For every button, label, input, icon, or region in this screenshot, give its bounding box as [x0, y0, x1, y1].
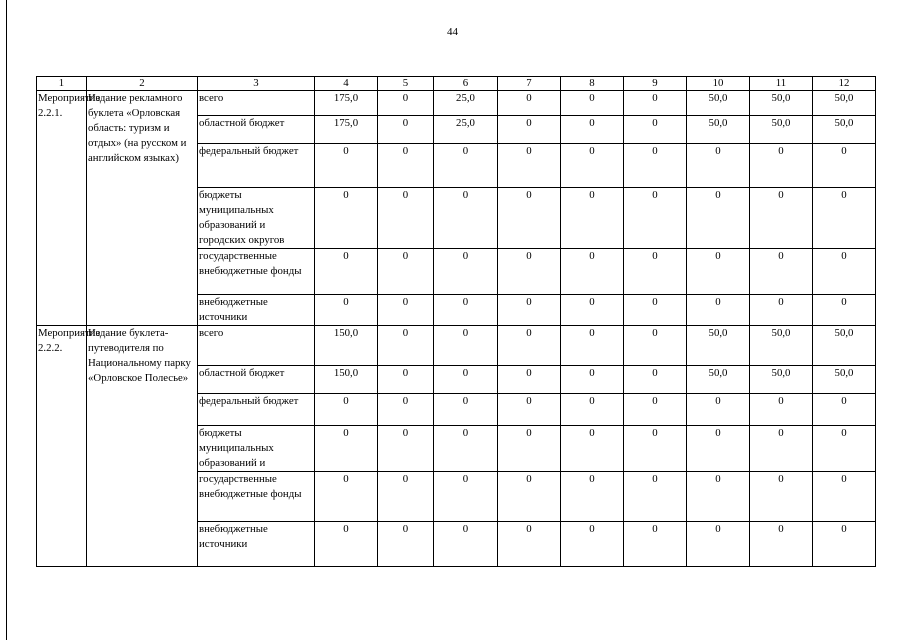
amount-cell: 0	[378, 91, 434, 116]
activity-code: Мероприятие 2.2.2.	[37, 326, 87, 567]
amount-cell: 0	[624, 426, 687, 472]
column-header: 6	[434, 77, 498, 91]
amount-cell: 0	[687, 295, 750, 326]
amount-cell: 0	[498, 366, 561, 394]
table-row	[37, 326, 876, 366]
amount-cell: 0	[813, 144, 876, 188]
amount-cell: 0	[434, 295, 498, 326]
amount-cell: 150,0	[315, 326, 378, 366]
amount-cell: 0	[813, 426, 876, 472]
table-row	[37, 91, 876, 116]
amount-cell: 0	[750, 144, 813, 188]
column-header: 2	[87, 77, 198, 91]
amount-cell: 0	[750, 426, 813, 472]
amount-cell: 0	[687, 426, 750, 472]
amount-cell: 0	[624, 472, 687, 522]
amount-cell: 0	[498, 472, 561, 522]
funding-source: государственные внебюджетные фонды	[198, 249, 315, 295]
amount-cell: 0	[434, 472, 498, 522]
amount-cell: 50,0	[750, 116, 813, 144]
amount-cell: 0	[315, 188, 378, 249]
amount-cell: 0	[624, 394, 687, 426]
column-header: 11	[750, 77, 813, 91]
activity-description: Издание буклета-путеводителя по Национальному парку «Орловское Полесье»	[87, 326, 198, 567]
amount-cell: 0	[498, 91, 561, 116]
column-header: 3	[198, 77, 315, 91]
amount-cell: 0	[750, 295, 813, 326]
amount-cell: 175,0	[315, 116, 378, 144]
amount-cell: 0	[378, 326, 434, 366]
funding-source: бюджеты муниципальных образований и	[198, 426, 315, 472]
column-header: 10	[687, 77, 750, 91]
amount-cell: 0	[434, 249, 498, 295]
amount-cell: 0	[624, 522, 687, 567]
amount-cell: 50,0	[687, 91, 750, 116]
amount-cell: 0	[315, 472, 378, 522]
amount-cell: 0	[315, 522, 378, 567]
amount-cell: 0	[813, 295, 876, 326]
amount-cell: 0	[498, 394, 561, 426]
amount-cell: 0	[561, 116, 624, 144]
funding-source: всего	[198, 91, 315, 116]
amount-cell: 50,0	[687, 326, 750, 366]
amount-cell: 0	[813, 249, 876, 295]
funding-source: федеральный бюджет	[198, 144, 315, 188]
funding-source: внебюджетные источники	[198, 295, 315, 326]
amount-cell: 50,0	[813, 326, 876, 366]
amount-cell: 0	[315, 426, 378, 472]
amount-cell: 0	[687, 188, 750, 249]
amount-cell: 0	[561, 144, 624, 188]
amount-cell: 0	[813, 188, 876, 249]
column-header: 5	[378, 77, 434, 91]
amount-cell: 50,0	[813, 91, 876, 116]
amount-cell: 0	[315, 144, 378, 188]
amount-cell: 0	[561, 522, 624, 567]
amount-cell: 0	[434, 326, 498, 366]
amount-cell: 0	[378, 394, 434, 426]
amount-cell: 25,0	[434, 116, 498, 144]
amount-cell: 0	[561, 472, 624, 522]
amount-cell: 175,0	[315, 91, 378, 116]
amount-cell: 0	[624, 188, 687, 249]
column-number-row	[37, 77, 876, 91]
amount-cell: 0	[315, 394, 378, 426]
amount-cell: 0	[434, 366, 498, 394]
activity-description: Издание рекламного буклета «Орловская область: туризм и отдых» (на русском и английском языках)	[87, 91, 198, 326]
amount-cell: 0	[561, 366, 624, 394]
amount-cell: 0	[434, 394, 498, 426]
amount-cell: 0	[498, 522, 561, 567]
amount-cell: 150,0	[315, 366, 378, 394]
amount-cell: 0	[624, 326, 687, 366]
funding-source: внебюджетные источники	[198, 522, 315, 567]
amount-cell: 0	[434, 188, 498, 249]
amount-cell: 0	[561, 394, 624, 426]
amount-cell: 0	[434, 144, 498, 188]
amount-cell: 0	[687, 144, 750, 188]
amount-cell: 0	[624, 295, 687, 326]
amount-cell: 50,0	[687, 366, 750, 394]
amount-cell: 0	[561, 426, 624, 472]
amount-cell: 0	[378, 144, 434, 188]
amount-cell: 0	[687, 522, 750, 567]
amount-cell: 0	[315, 249, 378, 295]
amount-cell: 0	[378, 116, 434, 144]
amount-cell: 0	[378, 426, 434, 472]
page-number: 44	[447, 26, 458, 38]
column-header: 8	[561, 77, 624, 91]
column-header: 9	[624, 77, 687, 91]
amount-cell: 0	[561, 295, 624, 326]
amount-cell: 50,0	[750, 326, 813, 366]
amount-cell: 0	[813, 394, 876, 426]
amount-cell: 0	[813, 472, 876, 522]
amount-cell: 0	[750, 394, 813, 426]
amount-cell: 0	[624, 116, 687, 144]
amount-cell: 0	[378, 522, 434, 567]
amount-cell: 0	[624, 144, 687, 188]
amount-cell: 0	[750, 249, 813, 295]
amount-cell: 0	[750, 522, 813, 567]
amount-cell: 0	[498, 144, 561, 188]
amount-cell: 0	[687, 249, 750, 295]
budget-table	[36, 76, 876, 567]
amount-cell: 0	[624, 366, 687, 394]
amount-cell: 0	[498, 249, 561, 295]
funding-source: государственные внебюджетные фонды	[198, 472, 315, 522]
funding-source: бюджеты муниципальных образований и городских округов	[198, 188, 315, 249]
amount-cell: 0	[687, 472, 750, 522]
amount-cell: 50,0	[813, 116, 876, 144]
amount-cell: 0	[434, 426, 498, 472]
activity-code: Мероприятие 2.2.1.	[37, 91, 87, 326]
amount-cell: 0	[315, 295, 378, 326]
amount-cell: 0	[498, 295, 561, 326]
amount-cell: 0	[687, 394, 750, 426]
amount-cell: 50,0	[750, 366, 813, 394]
amount-cell: 0	[434, 522, 498, 567]
amount-cell: 0	[498, 326, 561, 366]
funding-source: всего	[198, 326, 315, 366]
amount-cell: 0	[813, 522, 876, 567]
funding-source: федеральный бюджет	[198, 394, 315, 426]
amount-cell: 0	[378, 249, 434, 295]
column-header: 1	[37, 77, 87, 91]
amount-cell: 0	[561, 91, 624, 116]
amount-cell: 0	[561, 326, 624, 366]
amount-cell: 25,0	[434, 91, 498, 116]
funding-source: областной бюджет	[198, 366, 315, 394]
amount-cell: 0	[378, 472, 434, 522]
amount-cell: 50,0	[813, 366, 876, 394]
amount-cell: 50,0	[687, 116, 750, 144]
amount-cell: 0	[624, 249, 687, 295]
amount-cell: 50,0	[750, 91, 813, 116]
amount-cell: 0	[750, 188, 813, 249]
amount-cell: 0	[561, 249, 624, 295]
funding-source: областной бюджет	[198, 116, 315, 144]
amount-cell: 0	[561, 188, 624, 249]
amount-cell: 0	[750, 472, 813, 522]
amount-cell: 0	[498, 116, 561, 144]
amount-cell: 0	[498, 188, 561, 249]
amount-cell: 0	[498, 426, 561, 472]
column-header: 7	[498, 77, 561, 91]
amount-cell: 0	[378, 188, 434, 249]
amount-cell: 0	[378, 295, 434, 326]
column-header: 12	[813, 77, 876, 91]
amount-cell: 0	[624, 91, 687, 116]
amount-cell: 0	[378, 366, 434, 394]
column-header: 4	[315, 77, 378, 91]
scan-edge-line	[6, 0, 7, 640]
